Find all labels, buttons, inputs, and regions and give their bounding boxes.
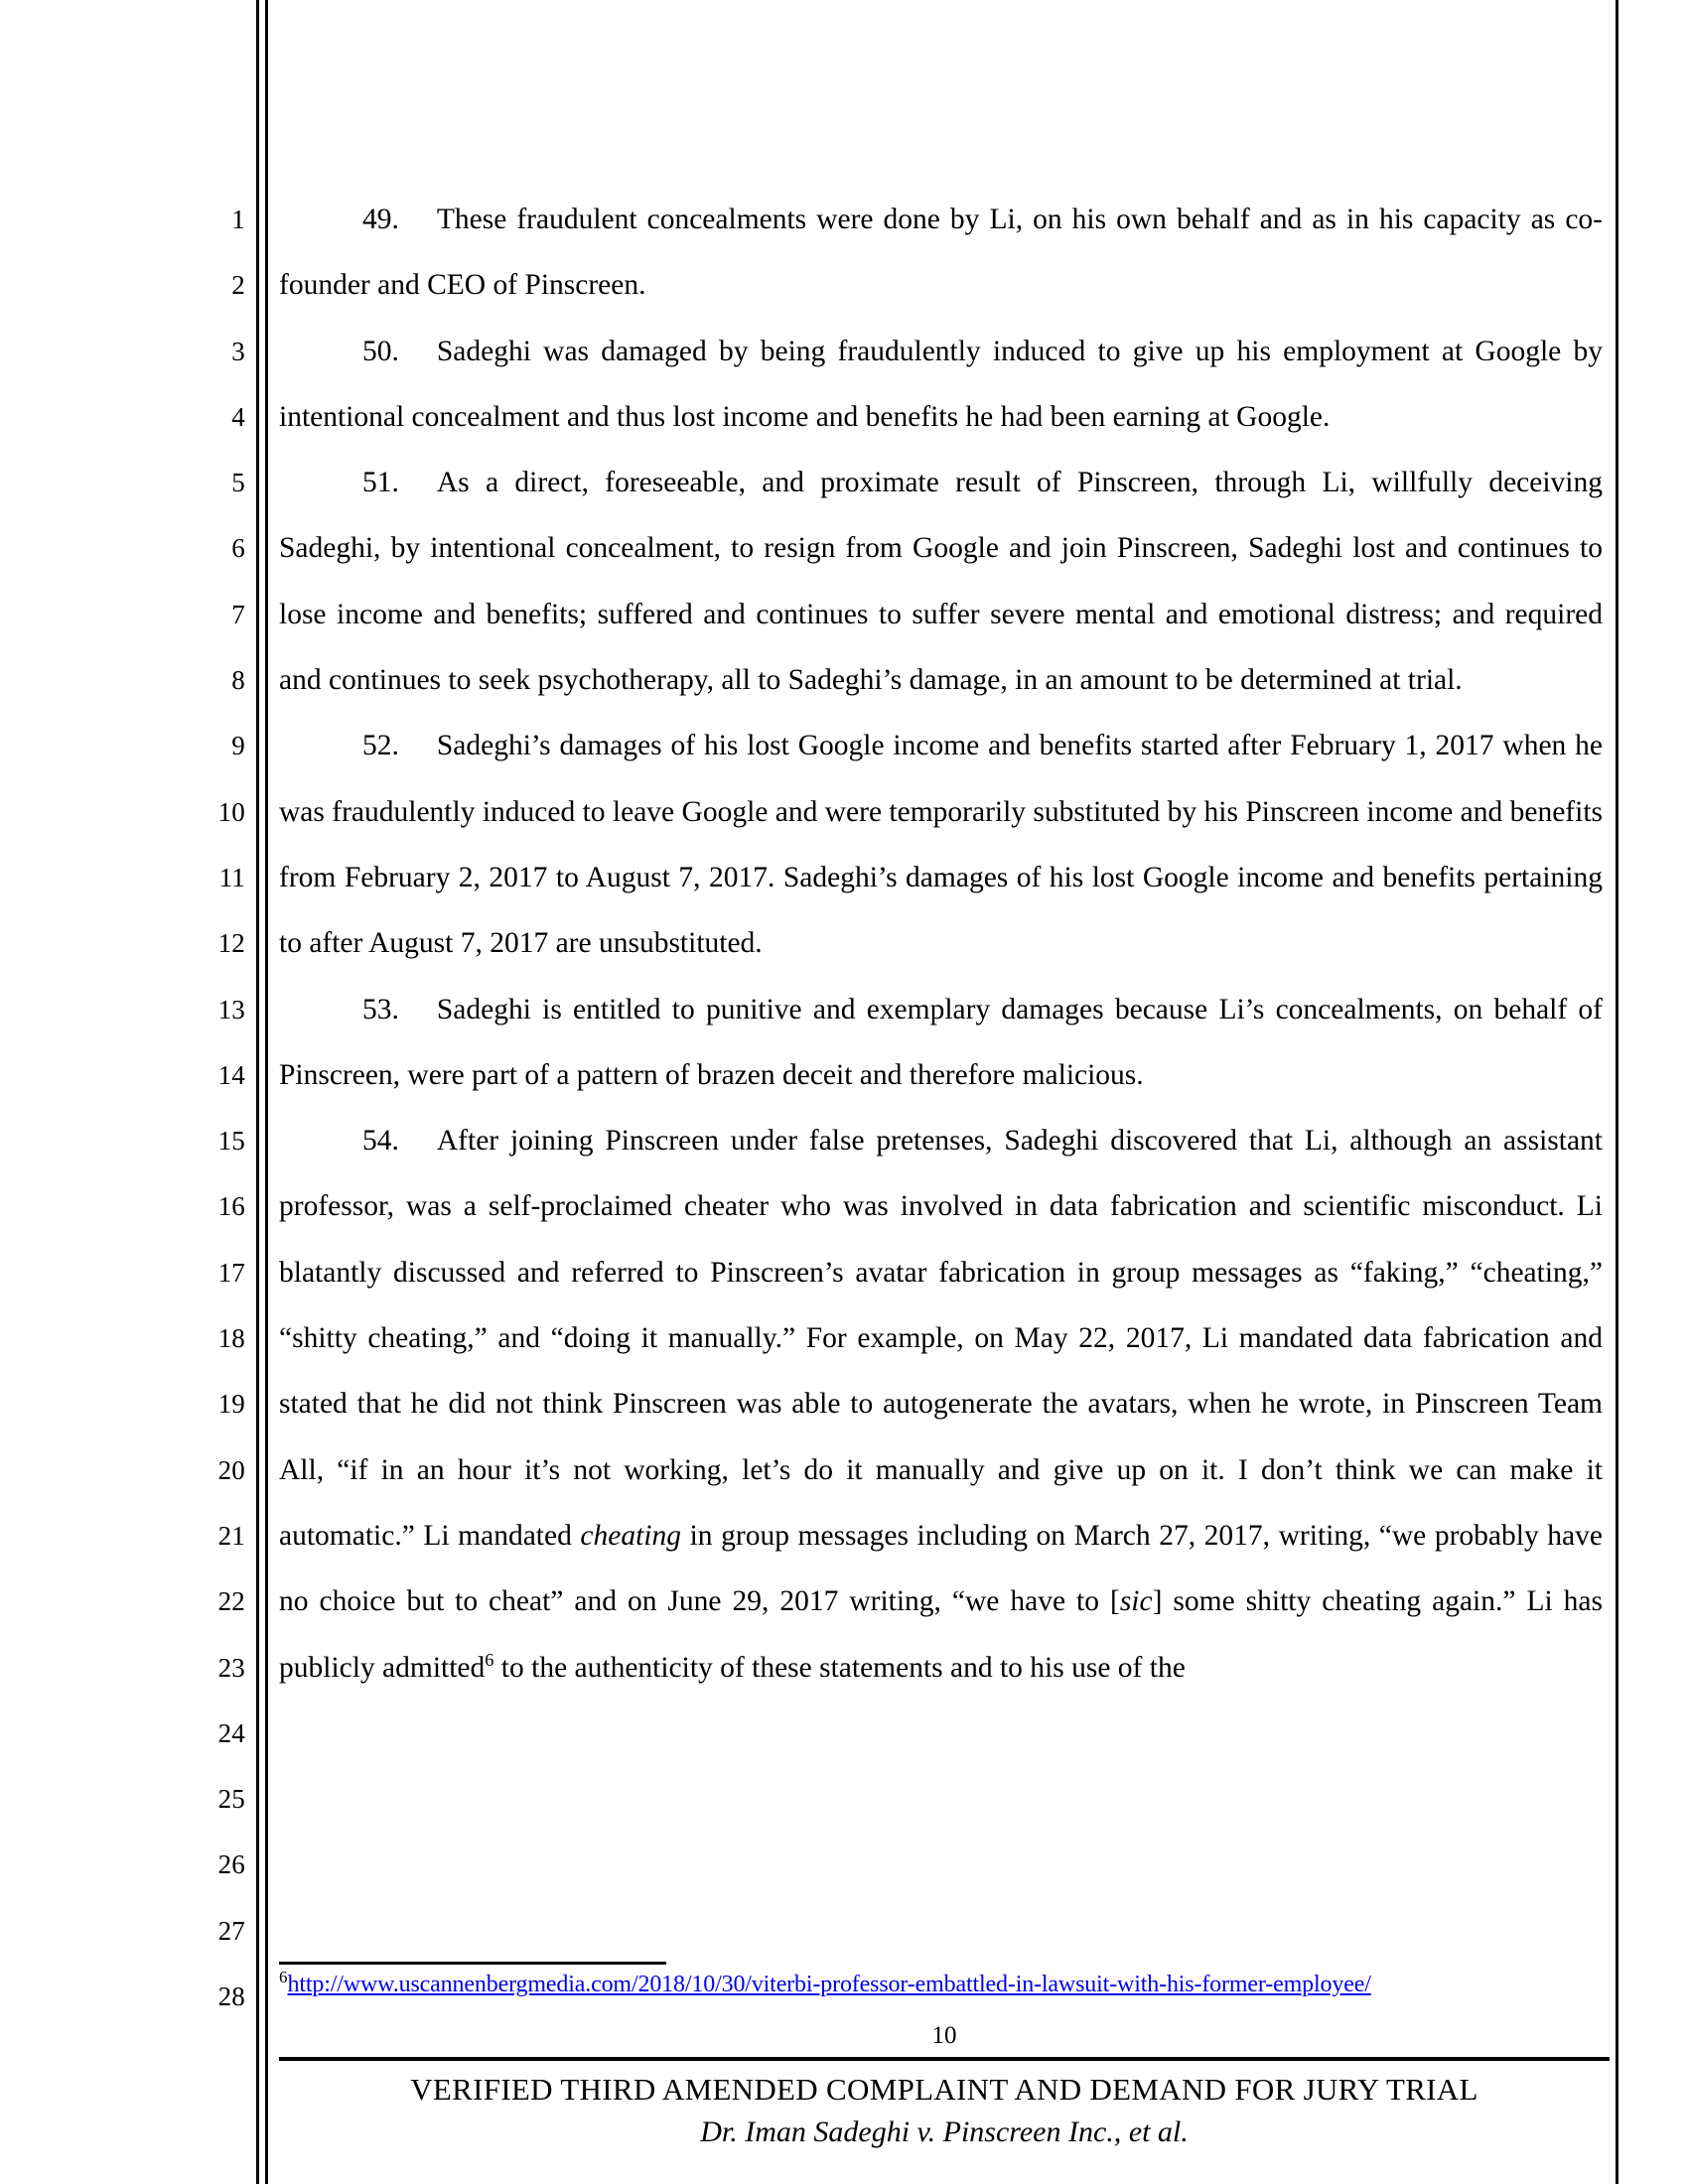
line-number: 20 xyxy=(217,1454,245,1485)
paragraph-49 xyxy=(279,187,1603,319)
line-number: 1 xyxy=(231,205,245,234)
emphasized-text: sic xyxy=(1119,1585,1153,1618)
footer-title: VERIFIED THIRD AMENDED COMPLAINT AND DEMAND FOR JURY TRIAL xyxy=(410,2072,1478,2107)
line-number: 17 xyxy=(217,1257,245,1288)
left-margin-rule-outer xyxy=(256,0,259,2184)
line-number: 23 xyxy=(217,1652,245,1683)
footnote-url-link[interactable]: http://www.uscannenbergmedia.com/2018/10/30/viterbi-professor-embattled-in-lawsuit-with-his-former-employee/ xyxy=(287,1972,1371,1997)
line-number: 25 xyxy=(217,1784,245,1815)
paragraph-number-51: 51. xyxy=(362,467,399,499)
paragraph-number-52: 52. xyxy=(362,730,399,762)
line-number: 28 xyxy=(217,1981,245,2012)
paragraph-text-50: Sadeghi was damaged by being fraudulently induced to give up his employment at Google by intentional concealment and thus lost income and benefits he had been earning at Google. xyxy=(279,335,1603,433)
line-number: 6 xyxy=(231,533,245,564)
paragraph-number-49: 49. xyxy=(362,204,399,235)
paragraph-text-run: ] some shitty cheating again.” Li has publicly admitted xyxy=(279,1585,1603,1684)
line-number: 10 xyxy=(217,796,245,827)
paragraph-text-run: After joining Pinscreen under false pretenses, Sadeghi discovered that Li, although an assistant professor, was a self-proclaimed cheater who was involved in data fabrication and scientific misconduct. Li blatantly discussed and referred to Pinscreen’s avatar fabrication in group messages as “faking,” “cheating,” “shitty cheating,” and “doing it manually.” For example, on May 22, 2017, Li mandated data fabrication and stated that he did not think Pinscreen was able to autogenerate the avatars, when he wrote, in Pinscreen Team All, “if in an hour it’s not working, let’s do it manually and give up on it. I don’t think we can make it automatic.” Li mandated xyxy=(279,1125,1603,1552)
paragraph-number-50: 50. xyxy=(362,335,399,367)
line-number: 12 xyxy=(217,928,245,959)
line-number: 15 xyxy=(217,1126,245,1157)
line-number: 22 xyxy=(217,1586,245,1617)
body-text-column xyxy=(279,187,1603,1701)
page-number: 10 xyxy=(931,2022,957,2049)
footer-rule xyxy=(279,2057,1610,2061)
line-number: 5 xyxy=(231,468,245,498)
line-number: 9 xyxy=(231,731,245,761)
line-number: 27 xyxy=(217,1915,245,1946)
paragraph-51 xyxy=(279,450,1603,713)
left-margin-rule-inner xyxy=(265,0,268,2184)
paragraph-number-53: 53. xyxy=(362,993,399,1025)
line-number: 19 xyxy=(217,1389,245,1420)
line-number: 4 xyxy=(231,401,245,432)
line-number: 16 xyxy=(217,1191,245,1222)
line-number: 14 xyxy=(217,1059,245,1090)
footnote-6 xyxy=(279,1970,1610,1999)
paragraph-text-54 xyxy=(279,1125,1603,1683)
line-number: 2 xyxy=(231,270,245,301)
paragraph-52 xyxy=(279,713,1603,976)
paragraph-text-run: in group messages including on March 27, 2017, writing, “we probably have no choice but to cheat” and on June 29, 2017 writing, “we have to [ xyxy=(279,1519,1603,1618)
line-number: 18 xyxy=(217,1323,245,1354)
paragraph-50 xyxy=(279,319,1603,451)
paragraph-text-52: Sadeghi’s damages of his lost Google income and benefits started after February 1, 2017 when he was fraudulently induced to leave Google and were temporarily substituted by his Pinscreen income and benefits from February 2, 2017 to August 7, 2017. Sadeghi’s damages of his lost Google income and benefits pertaining to after August 7, 2017 are unsubstituted. xyxy=(279,730,1603,960)
line-number: 8 xyxy=(231,665,245,696)
paragraph-text-run: to the authenticity of these statements and to his use of the xyxy=(493,1651,1186,1684)
line-number: 3 xyxy=(231,336,245,366)
emphasized-text: cheating xyxy=(580,1519,682,1552)
footer-case-caption: Dr. Iman Sadeghi v. Pinscreen Inc., et al. xyxy=(700,2116,1189,2148)
footnote-separator xyxy=(279,1962,666,1965)
line-number: 11 xyxy=(218,862,245,892)
paragraph-text-49: These fraudulent concealments were done by Li, on his own behalf and as in his capacity as co-founder and CEO of Pinscreen. xyxy=(279,204,1603,302)
paragraph-53 xyxy=(279,977,1603,1109)
line-number: 13 xyxy=(217,994,245,1024)
paragraph-text-53: Sadeghi is entitled to punitive and exemplary damages because Li’s concealments, on behalf of Pinscreen, were part of a pattern of brazen deceit and therefore malicious. xyxy=(279,993,1603,1091)
line-number: 21 xyxy=(217,1520,245,1551)
paragraph-54 xyxy=(279,1108,1603,1701)
line-number: 24 xyxy=(217,1717,245,1748)
right-margin-rule xyxy=(1616,0,1618,2184)
footnote-marker: 6 xyxy=(279,1968,288,1986)
line-number-gutter xyxy=(194,187,245,2029)
footnote-reference-6: 6 xyxy=(485,1649,494,1670)
line-number: 26 xyxy=(217,1849,245,1880)
paragraph-text-51: As a direct, foreseeable, and proximate result of Pinscreen, through Li, willfully deceiving Sadeghi, by intentional concealment, to resign from Google and join Pinscreen, Sadeghi lost and continues to lose income and benefits; suffered and continues to suffer severe mental and emotional distress; and required and continues to seek psychotherapy, all to Sadeghi’s damage, in an amount to be determined at trial. xyxy=(279,467,1603,697)
paragraph-number-54: 54. xyxy=(362,1125,399,1158)
line-number: 7 xyxy=(231,599,245,629)
